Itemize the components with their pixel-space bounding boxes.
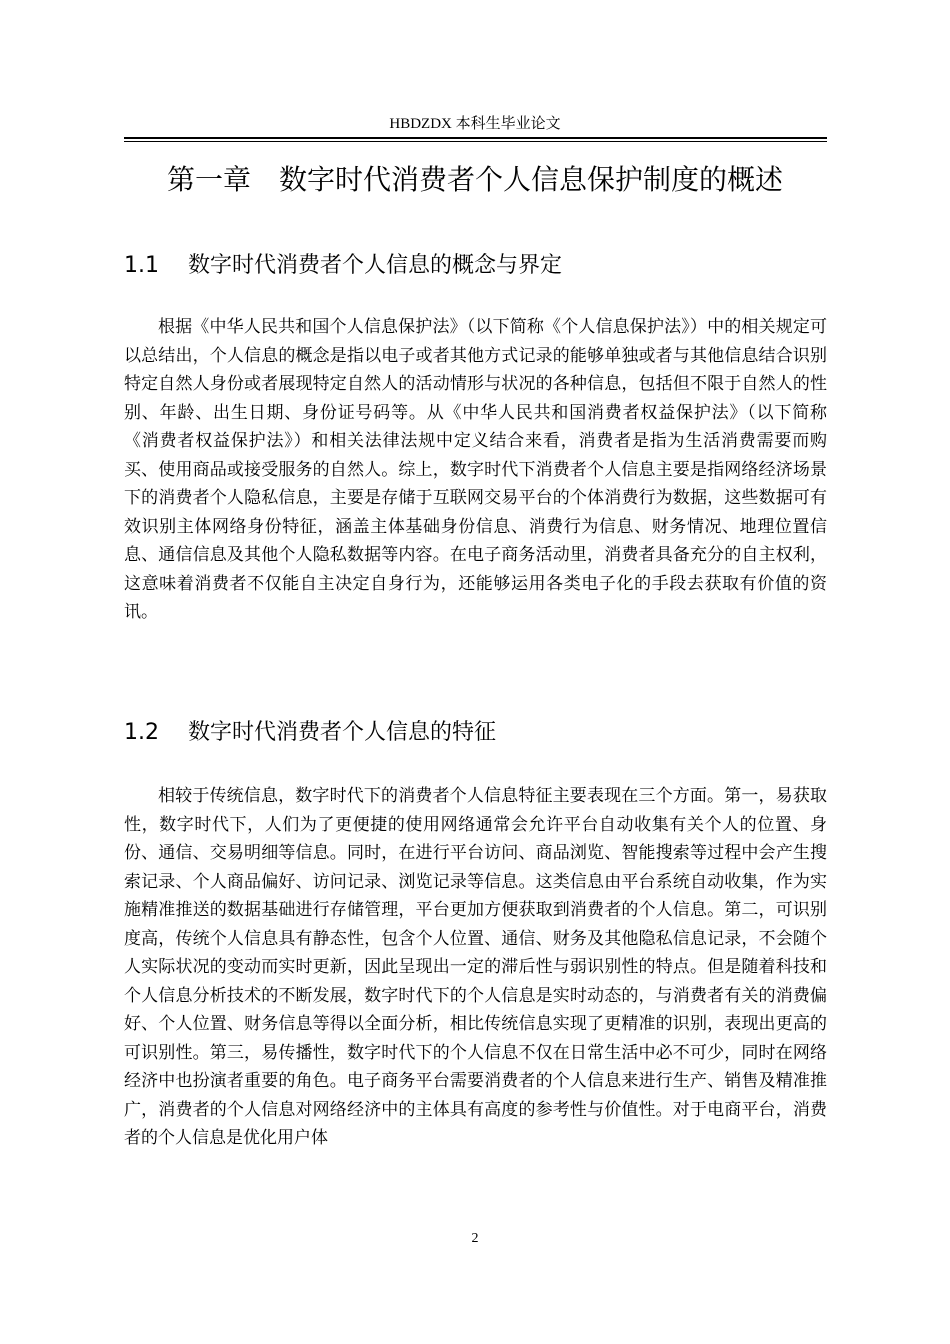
- chapter-title: [0, 160, 950, 200]
- header-rule-thick: [124, 137, 827, 139]
- chapter-title-text: 数字时代消费者个人信息保护制度的概述: [279, 163, 784, 196]
- section-title-text: 数字时代消费者个人信息的特征: [188, 720, 497, 745]
- section-heading-1-1: [124, 250, 562, 282]
- section-number: 1.1: [124, 253, 159, 278]
- section-number: 1.2: [124, 720, 159, 745]
- section-heading-1-2: [124, 717, 496, 749]
- section-1-1-paragraph: 根据《中华人民共和国个人信息保护法》（以下简称《个人信息保护法》）中的相关规定可以总结出，个人信息的概念是指以电子或者其他方式记录的能够单独或者与其他信息结合识别特定自然人身份或者展现特定自然人的活动情形与状况的各种信息，包括但不限于自然人的性别、年龄、出生日期、身份证号码等。从《中华人民共和国消费者权益保护法》（以下简称《消费者权益保护法》）和相关法律法规中定义结合来看，消费者是指为生活消费需要而购买、使用商品或接受服务的自然人。综上，数字时代下消费者个人信息主要是指网络经济场景下的消费者个人隐私信息，主要是存储于互联网交易平台的个体消费行为数据，这些数据可有效识别主体网络身份特征，涵盖主体基础身份信息、消费行为信息、财务情况、地理位置信息、通信信息及其他个人隐私数据等内容。在电子商务活动里，消费者具备充分的自主权利，这意味着消费者不仅能自主决定自身行为，还能够运用各类电子化的手段去获取有价值的资讯。: [124, 317, 827, 622]
- header-rule-thin: [124, 141, 827, 142]
- page-number: 2: [471, 1231, 479, 1246]
- section-title-text: 数字时代消费者个人信息的概念与界定: [188, 253, 563, 278]
- section-1-2-paragraph: 相较于传统信息，数字时代下的消费者个人信息特征主要表现在三个方面。第一，易获取性，数字时代下，人们为了更便捷的使用网络通常会允许平台自动收集有关个人的位置、身份、通信、交易明细等信息。同时，在进行平台访问、商品浏览、智能搜索等过程中会产生搜索记录、个人商品偏好、访问记录、浏览记录等信息。这类信息由平台系统自动收集，作为实施精准推送的数据基础进行存储管理，平台更加方便获取到消费者的个人信息。第二，可识别度高，传统个人信息具有静态性，包含个人位置、通信、财务及其他隐私信息记录，不会随个人实际状况的变动而实时更新，因此呈现出一定的滞后性与弱识别性的特点。但是随着科技和个人信息分析技术的不断发展，数字时代下的个人信息是实时动态的，与消费者有关的消费偏好、个人位置、财务信息等得以全面分析，相比传统信息实现了更精准的识别，表现出更高的可识别性。第三，易传播性，数字时代下的个人信息不仅在日常生活中必不可少，同时在网络经济中也扮演者重要的角色。电子商务平台需要消费者的个人信息来进行生产、销售及精准推广，消费者的个人信息对网络经济中的主体具有高度的参考性与价值性。对于电商平台，消费者的个人信息是优化用户体: [124, 786, 827, 1148]
- running-header: HBDZDX 本科生毕业论文: [389, 116, 561, 132]
- chapter-label: 第一章: [166, 163, 251, 196]
